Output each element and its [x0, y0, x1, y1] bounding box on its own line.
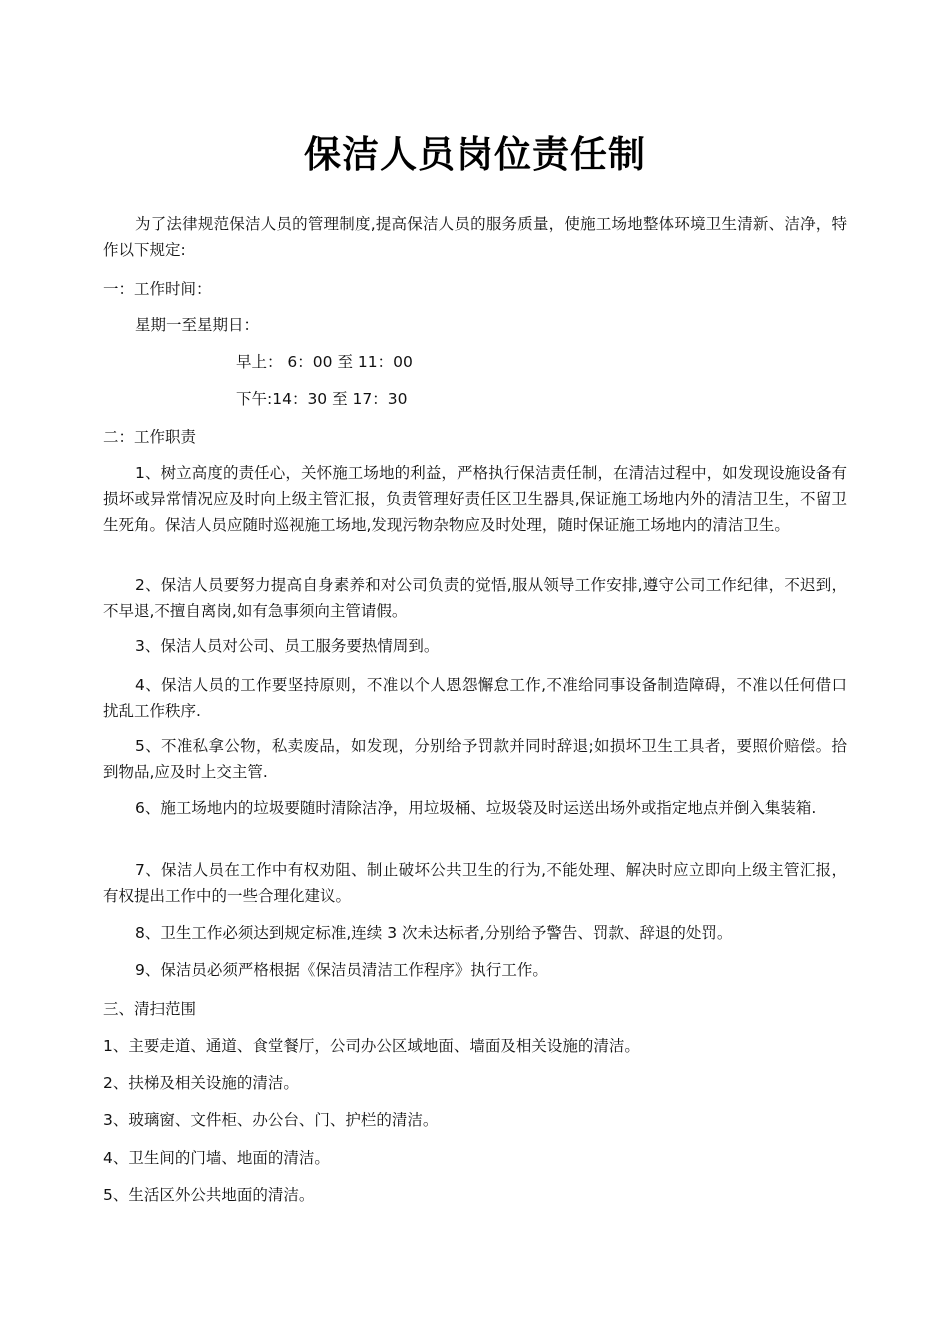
morning-hours: 早上： 6：00 至 11：00 — [236, 353, 413, 371]
scope-item-5: 5、生活区外公共地面的清洁。 — [103, 1186, 315, 1204]
duty-item-4: 4、保洁人员的工作要坚持原则，不准以个人恩怨懈怠工作,不准给同事设备制造障碍，不准以任何借口扰乱工作秩序. — [103, 676, 847, 720]
duty-item-6: 6、施工场地内的垃圾要随时清除洁净，用垃圾桶、垃圾袋及时运送出场外或指定地点并倒入集装箱. — [135, 799, 817, 817]
scope-item-3: 3、玻璃窗、文件柜、办公台、门、护栏的清洁。 — [103, 1111, 439, 1129]
scope-item-1: 1、主要走道、通道、食堂餐厅，公司办公区域地面、墙面及相关设施的清洁。 — [103, 1037, 640, 1055]
duty-item-2: 2、保洁人员要努力提高自身素养和对公司负责的觉悟,服从领导工作安排,遵守公司工作纪律，不迟到，不早退,不擅自离岗,如有急事须向主管请假。 — [103, 576, 847, 620]
section3-heading: 三、清扫范围 — [103, 1000, 197, 1018]
duty-item-5: 5、不准私拿公物，私卖废品，如发现，分别给予罚款并同时辞退;如损坏卫生工具者，要照价赔偿。拾到物品,应及时上交主管. — [103, 737, 847, 781]
intro-paragraph: 为了法律规范保洁人员的管理制度,提高保洁人员的服务质量，使施工场地整体环境卫生清新、洁净，特作以下规定: — [103, 215, 847, 259]
duty-item-3: 3、保洁人员对公司、员工服务要热情周到。 — [135, 637, 440, 655]
section1-heading: 一：工作时间： — [103, 280, 212, 298]
scope-item-2: 2、扶梯及相关设施的清洁。 — [103, 1074, 299, 1092]
duty-item-9: 9、保洁员必须严格根据《保洁员清洁工作程序》执行工作。 — [135, 961, 548, 979]
duty-item-7: 7、保洁人员在工作中有权劝阻、制止破坏公共卫生的行为,不能处理、解决时应立即向上级主管汇报，有权提出工作中的一些合理化建议。 — [103, 861, 847, 905]
scope-item-4: 4、卫生间的门墙、地面的清洁。 — [103, 1149, 330, 1167]
section2-heading: 二：工作职责 — [103, 428, 197, 446]
duty-item-8: 8、卫生工作必须达到规定标准,连续 3 次未达标者,分别给予警告、罚款、辞退的处罚。 — [135, 924, 733, 942]
afternoon-hours: 下午:14：30 至 17：30 — [236, 390, 408, 408]
document-title: 保洁人员岗位责任制 — [304, 133, 646, 176]
duty-item-1: 1、树立高度的责任心，关怀施工场地的利益，严格执行保洁责任制，在清洁过程中，如发现设施设备有损坏或异常情况应及时向上级主管汇报，负责管理好责任区卫生器具,保证施工场地内外的清洁卫生，不留卫生死角。保洁人员应随时巡视施工场地,发现污物杂物应及时处理，随时保证施工场地内的清洁卫生。 — [103, 464, 847, 534]
work-days: 星期一至星期日： — [135, 316, 260, 334]
